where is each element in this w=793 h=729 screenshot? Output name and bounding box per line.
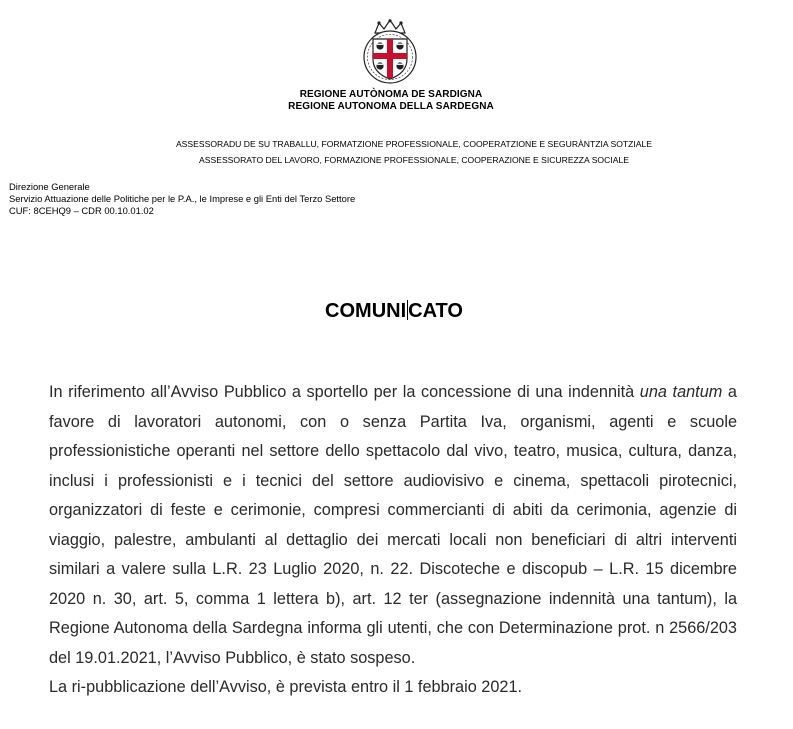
paragraph-text-start: In riferimento all’Avviso Pubblico a sportello per la concessione di una indennità bbox=[49, 383, 640, 401]
announcement-body bbox=[49, 378, 737, 703]
region-name-sardinian: REGIONE AUTÒNOMA DE SARDIGNA bbox=[299, 89, 483, 100]
republication-note: La ri-pubblicazione dell’Avviso, è prevista entro il 1 febbraio 2021. bbox=[49, 678, 523, 696]
title-part-2: CATO bbox=[408, 300, 463, 322]
service-name: Servizio Attuazione delle Politiche per le P.A., le Imprese e gli Enti del Terzo Settore bbox=[9, 193, 356, 204]
department-name-italian: ASSESSORATO DEL LAVORO, FORMAZIONE PROFESSIONALE, COOPERAZIONE E SICUREZZA SOCIALE bbox=[199, 155, 629, 165]
directorate-name: Direzione Generale bbox=[9, 181, 90, 192]
paragraph-italic-text: una tantum bbox=[639, 383, 723, 401]
department-name-sardinian: ASSESSORADU DE SU TRABALLU, FORMATZIONE PROFESSIONALE, COOPERATZIONE E SEGURÀNTZIA SOTZIALE bbox=[175, 139, 653, 149]
sardinia-coat-of-arms-icon bbox=[361, 19, 419, 85]
announcement-paragraph bbox=[49, 378, 737, 673]
paragraph-text-rest: a favore di lavoratori autonomi, con o senza Partita Iva, organismi, agenti e scuole professionistiche operanti nel settore dello spettacolo dal vivo, teatro, musica, cultura, danza, inclusi i professionisti e i tecnici del settore audiovisivo e cinema, spettacoli pirotecnici, organizzatori di feste e cerimonie, compresi commercianti di abiti da cerimonia, agenzie di viaggio, palestre, ambulanti al dettaglio dei mercati locali non beneficiari di altri interventi similari a valere sulla L.R. 23 Luglio 2020, n. 22. Discoteche e discopub – L.R. 15 dicembre 2020 n. 30, art. 5, comma 1 lettera b), art. 12 ter (assegnazione indennità una tantum), la Regione Autonoma della Sardegna informa gli utenti, che con Determinazione prot. n 2566/203 del 19.01.2021, l’Avviso Pubblico, è stato sospeso. bbox=[49, 383, 737, 667]
page-title bbox=[0, 299, 788, 323]
region-name-italian: REGIONE AUTONOMA DELLA SARDEGNA bbox=[288, 101, 494, 112]
title-part-1: COMUNI bbox=[325, 300, 407, 322]
cuf-code: CUF: 8CEHQ9 – CDR 00.10.01.02 bbox=[9, 205, 154, 216]
directorate-block bbox=[9, 181, 355, 217]
